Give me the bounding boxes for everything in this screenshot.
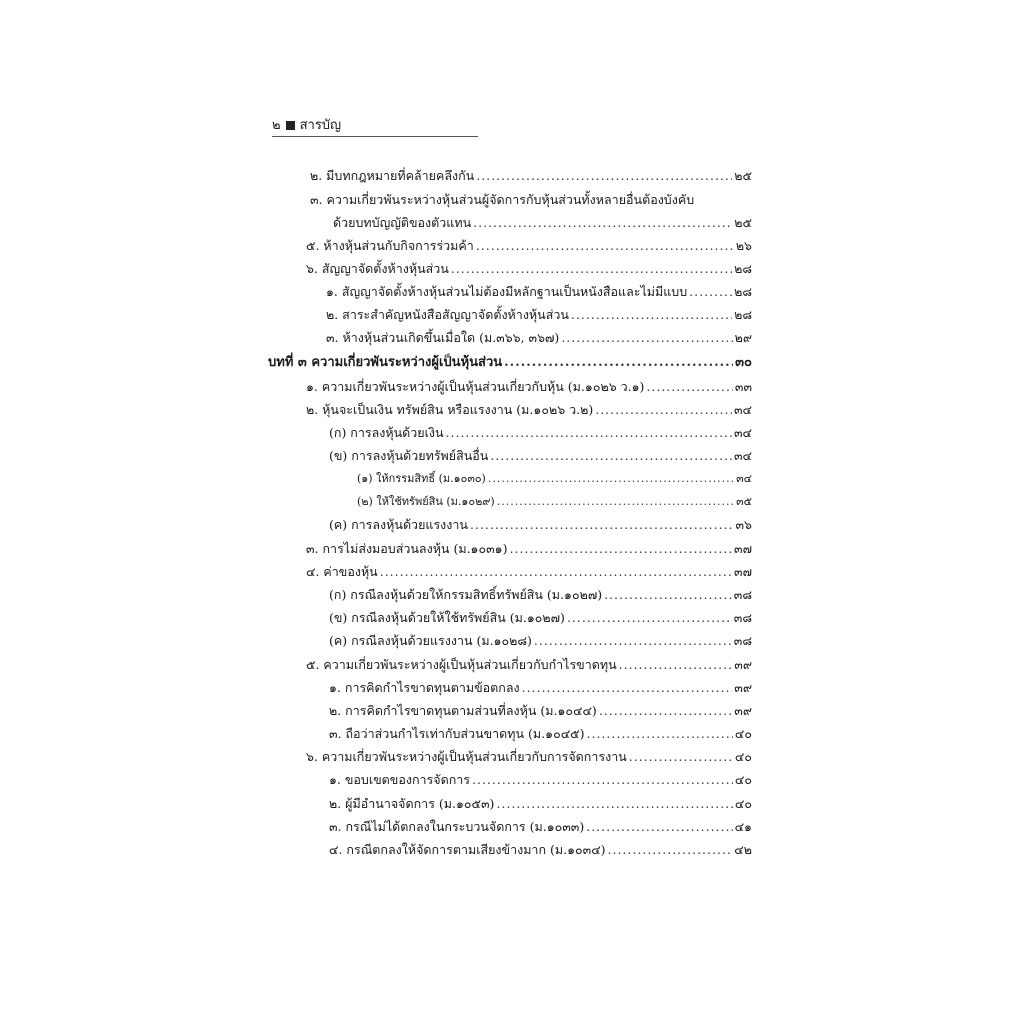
toc-entry: (ค) กรณีลงหุ้นด้วยแรงงาน (ม.๑๐๒๘) ..... ๓๘ bbox=[329, 630, 752, 650]
toc-entry: ๕. ความเกี่ยวพันระหว่างผู้เป็นหุ้นส่วนเกี่ยวกับกำไรขาดทุน ..... ๓๙ bbox=[306, 654, 752, 674]
toc-entry: (ข) การลงหุ้นด้วยทรัพย์สินอื่น ..... ๓๔ bbox=[329, 445, 752, 465]
toc-chapter-heading: บทที่ ๓ ความเกี่ยวพันระหว่างผู้เป็นหุ้นส่วน ..... ๓๐ bbox=[268, 352, 752, 372]
toc-entry: ๓. ความเกี่ยวพันระหว่างหุ้นส่วนผู้จัดการกับหุ้นส่วนทั้งหลายอื่นต้องบังคับ bbox=[310, 192, 695, 207]
toc-entry: (ก) กรณีลงหุ้นด้วยให้กรรมสิทธิ์ทรัพย์สิน (ม.๑๐๒๗) ..... ๓๘ bbox=[329, 584, 752, 604]
toc-entry: ด้วยบทบัญญัติของตัวแทน ..... ๒๕ bbox=[333, 212, 752, 232]
toc-entry: ๒. สาระสำคัญหนังสือสัญญาจัดตั้งห้างหุ้นส่วน ..... ๒๘ bbox=[326, 304, 752, 324]
toc-entry: (ค) การลงหุ้นด้วยแรงงาน ..... ๓๖ bbox=[329, 514, 752, 534]
toc-entry: (ข) กรณีลงหุ้นด้วยให้ใช้ทรัพย์สิน (ม.๑๐๒๗) ..... ๓๘ bbox=[329, 607, 752, 627]
toc-entry: ๖. สัญญาจัดตั้งห้างหุ้นส่วน ..... ๒๘ bbox=[306, 258, 752, 278]
toc-entry: ๑. ความเกี่ยวพันระหว่างผู้เป็นหุ้นส่วนเกี่ยวกับหุ้น (ม.๑๐๒๖ ว.๑) ..... ๓๓ bbox=[306, 376, 752, 396]
toc-entry: (๑) ให้กรรมสิทธิ์ (ม.๑๐๓๐) ..... ๓๔ bbox=[357, 468, 752, 488]
toc-entry: ๒. ผู้มีอำนาจจัดการ (ม.๑๐๕๓) ..... ๔๐ bbox=[329, 793, 752, 813]
toc-entry: ๑. การคิดกำไรขาดทุนตามข้อตกลง ..... ๓๙ bbox=[329, 677, 752, 697]
page-number: ๒ bbox=[272, 118, 281, 133]
toc-entry: ๒. หุ้นจะเป็นเงิน ทรัพย์สิน หรือแรงงาน (ม.๑๐๒๖ ว.๒) ..... ๓๔ bbox=[306, 399, 752, 419]
toc-entry: ๔. กรณีตกลงให้จัดการตามเสียงข้างมาก (ม.๑๐๓๔) ..... ๔๒ bbox=[329, 839, 752, 859]
toc-entry: ๓. การไม่ส่งมอบส่วนลงหุ้น (ม.๑๐๓๑) ..... ๓๗ bbox=[306, 538, 752, 558]
toc-entry: (๒) ให้ใช้ทรัพย์สิน (ม.๑๐๒๙) ..... ๓๕ bbox=[357, 491, 752, 511]
toc-entry: ๔. ค่าของหุ้น ..... ๓๗ bbox=[306, 561, 752, 581]
toc-entry: ๑. สัญญาจัดตั้งห้างหุ้นส่วนไม่ต้องมีหลักฐานเป็นหนังสือและไม่มีแบบ ..... ๒๘ bbox=[326, 281, 752, 301]
toc-entry: ๒. การคิดกำไรขาดทุนตามส่วนที่ลงหุ้น (ม.๑๐๔๔) ..... ๓๙ bbox=[329, 700, 752, 720]
toc-entry: (ก) การลงหุ้นด้วยเงิน ..... ๓๔ bbox=[329, 422, 752, 442]
toc-entry: ๓. ห้างหุ้นส่วนเกิดขึ้นเมื่อใด (ม.๓๖๖, ๓๖๗) ..... ๒๙ bbox=[326, 327, 752, 347]
section-title: สารบัญ bbox=[299, 118, 342, 133]
toc-entry: ๒. มีบทกฎหมายที่คล้ายคลึงกัน ..... ๒๕ bbox=[310, 165, 752, 185]
toc-entry: ๓. ถือว่าส่วนกำไรเท่ากับส่วนขาดทุน (ม.๑๐๔๕) ..... ๔๐ bbox=[329, 723, 752, 743]
toc-entry: ๑. ขอบเขตของการจัดการ ..... ๔๐ bbox=[329, 769, 752, 789]
toc-entry: ๓. กรณีไม่ได้ตกลงในกระบวนจัดการ (ม.๑๐๓๓) ..... ๔๑ bbox=[329, 816, 752, 836]
toc-entry: ๖. ความเกี่ยวพันระหว่างผู้เป็นหุ้นส่วนเกี่ยวกับการจัดการงาน ..... ๔๐ bbox=[306, 746, 752, 766]
toc-entry: ๕. ห้างหุ้นส่วนกับกิจการร่วมค้า ..... ๒๖ bbox=[306, 235, 752, 255]
